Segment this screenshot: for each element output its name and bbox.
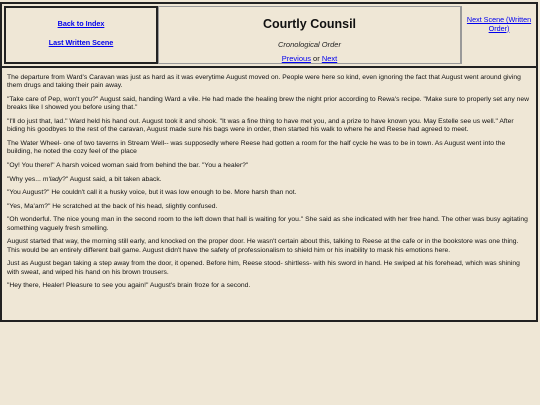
story-paragraph: "You August?" He couldn't call it a husky voice, but it was low enough to be. More harsh than not. xyxy=(7,189,297,197)
dialogue-text: ?" August said, a bit taken aback. xyxy=(62,175,162,183)
dialogue-text: "Why yes... xyxy=(7,175,43,183)
story-paragraph: The departure from Ward's Caravan was just as hard as it was everytime August moved on. People were here so kind, even ignoring the fact that August went around giving them drugs and taking their pain away. xyxy=(7,74,521,90)
story-paragraph xyxy=(7,176,531,184)
story-paragraph: "Take care of Pep, won't you?" August said, handing Ward a vile. He had made the healing brew the night prior according to Rewa's recipe. "Make sure to properly set any new breaks like I showed you before using that." xyxy=(7,96,530,112)
story-paragraph: "I'll do just that, lad." Ward held his hand out. August took it and shook. "It was a fine thing to have met you, and a prize to have known you. May Estelle see us well." After biding his goodbyes to the rest of the caravan, August made sure his bags were in order, then started his walk to where he and Reese had agreed to meet. xyxy=(7,118,514,134)
or-text: or xyxy=(313,54,320,63)
header-table xyxy=(0,2,538,68)
story-paragraph: August started that way, the morning still early, and knocked on the proper door. He wasn't certain about this, talking to Reese at the cafe or in the bookstore was one thing. This would be an entirely different ball game. August didn't have the safety of professionalism to shield him or his inability to mask his emotions here. xyxy=(7,238,519,254)
back-to-index-link[interactable]: Back to Index xyxy=(57,19,105,28)
next-scene-written-order-link[interactable]: Next Scene (Written Order) xyxy=(466,15,532,33)
emphasis-text: m'lady xyxy=(42,175,63,183)
story-paragraph: The Water Wheel- one of two taverns in Stream Well-- was supposedly where Reese had gotten a room for the half cycle he was to be in town. As August went into the building, he noted the cozy feel of the place xyxy=(7,140,506,156)
story-paragraph: "Oy! You there!" A harsh voiced woman said from behind the bar. "You a healer?" xyxy=(7,162,249,169)
scene-nav xyxy=(159,54,460,63)
title-cell xyxy=(158,6,461,64)
story-paragraph: "Oh wonderful. The nice young man in the second room to the left down that hall is waiting for you." She said as she indicated with her free hand. The other was busy agitating something vaguely fresh smelling. xyxy=(7,216,528,232)
page-title: Courtly Counsil xyxy=(262,17,357,31)
last-written-scene-link[interactable]: Last Written Scene xyxy=(48,38,114,47)
story-paragraph: "Yes, Ma'am?" He scratched at the back of his head, slightly confused. xyxy=(7,202,218,210)
nav-cell-left xyxy=(4,6,158,64)
page-subtitle: Cronological Order xyxy=(278,40,341,49)
previous-link[interactable]: Previous xyxy=(281,54,311,63)
next-link[interactable]: Next xyxy=(321,54,338,63)
next-scene-wrapper xyxy=(462,16,536,33)
nav-cell-right xyxy=(461,6,536,64)
story-paragraph: Just as August began taking a step away from the door, it opened. Before him, Reese stood- shirtless- with his sword in hand. He swiped at his forehead, which was shining with sweat, and wiped his hand on his brown trousers. xyxy=(7,260,520,276)
story-content xyxy=(0,68,538,322)
story-paragraph: "Hey there, Healer! Pleasure to see you again!" August's brain froze for a second. xyxy=(7,282,251,290)
